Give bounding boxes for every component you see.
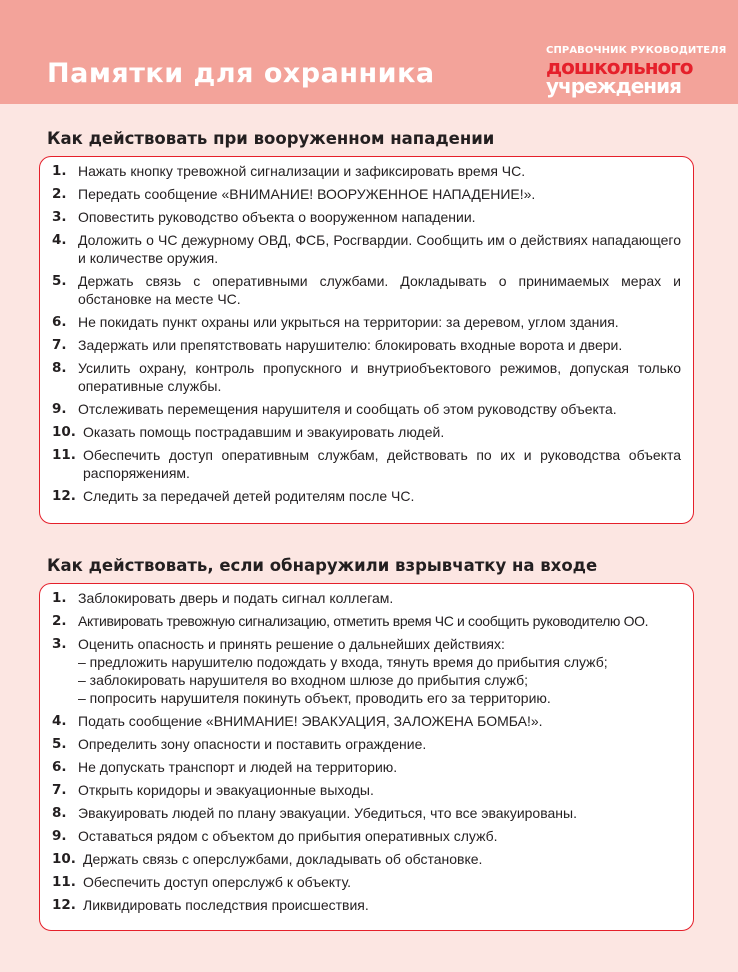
list-item [40, 612, 693, 630]
item-number: 3. [52, 636, 67, 652]
item-text: Передать сообщение «ВНИМАНИЕ! ВООРУЖЕННОЕ НАПАДЕНИЕ!». [78, 186, 536, 202]
instructions-box-armed-attack [39, 156, 694, 524]
item-number: 11. [52, 874, 76, 890]
page-header [0, 0, 738, 104]
item-text: Доложить о ЧС дежурному ОВД, ФСБ, Росгвардии. Сообщить им о действиях нападающего и количестве оружия. [78, 232, 681, 266]
item-number: 7. [52, 782, 67, 798]
item-number: 4. [52, 232, 67, 248]
item-number: 6. [52, 314, 67, 330]
item-text: Задержать или препятствовать нарушителю: блокировать входные ворота и двери. [78, 337, 623, 353]
item-text: Определить зону опасности и поставить ограждение. [78, 736, 427, 752]
list-item [40, 589, 693, 607]
item-text: Не допускать транспорт и людей на территорию. [78, 759, 398, 775]
list-item [40, 231, 693, 267]
list-item [40, 850, 693, 868]
item-number: 9. [52, 401, 67, 417]
list-item [40, 635, 693, 707]
item-number: 10. [52, 851, 76, 867]
list-item [40, 423, 693, 441]
item-number: 8. [52, 360, 67, 376]
item-text: Держать связь с оперслужбами, докладывать об обстановке. [83, 851, 483, 867]
item-number: 5. [52, 736, 67, 752]
section-title-armed-attack: Как действовать при вооруженном нападении [47, 129, 495, 148]
item-number: 6. [52, 759, 67, 775]
list-item [40, 804, 693, 822]
item-number: 3. [52, 209, 67, 225]
item-text: Не покидать пункт охраны или укрыться на территории: за деревом, углом здания. [78, 314, 619, 330]
item-text: Следить за передачей детей родителям после ЧС. [83, 488, 415, 504]
list-item [40, 336, 693, 354]
brand-line-2: дошкольного [546, 55, 693, 79]
item-number: 2. [52, 186, 67, 202]
instructions-list-armed-attack [40, 162, 693, 505]
brand-line-1: СПРАВОЧНИК РУКОВОДИТЕЛЯ [546, 45, 727, 56]
instructions-box-explosive [39, 583, 694, 931]
item-text: Нажать кнопку тревожной сигнализации и зафиксировать время ЧС. [78, 163, 526, 179]
item-text: Обеспечить доступ оперслужб к объекту. [83, 874, 352, 890]
list-item [40, 162, 693, 180]
item-number: 8. [52, 805, 67, 821]
item-text: Заблокировать дверь и подать сигнал коллегам. [78, 590, 394, 606]
list-item [40, 446, 693, 482]
item-text: Оказать помощь пострадавшим и эвакуировать людей. [83, 424, 445, 440]
item-text: Активировать тревожную сигнализацию, отметить время ЧС и сообщить руководителю ОО. [78, 613, 649, 629]
item-number: 11. [52, 447, 76, 463]
item-number: 5. [52, 273, 67, 289]
list-item [40, 313, 693, 331]
brand-logo [546, 45, 727, 98]
item-text: Эвакуировать людей по плану эвакуации. Убедиться, что все эвакуированы. [78, 805, 577, 821]
item-text: Ликвидировать последствия происшествия. [83, 897, 369, 913]
item-number: 9. [52, 828, 67, 844]
item-number: 12. [52, 897, 76, 913]
list-item [40, 827, 693, 845]
item-number: 10. [52, 424, 76, 440]
item-number: 2. [52, 613, 67, 629]
instructions-list-explosive [40, 589, 693, 914]
item-text: Обеспечить доступ оперативным службам, действовать по их и руководства объекта распоряжениям. [83, 447, 681, 481]
item-text: Оставаться рядом с объектом до прибытия оперативных служб. [78, 828, 498, 844]
list-item [40, 873, 693, 891]
list-item [40, 272, 693, 308]
item-text: Отслеживать перемещения нарушителя и сообщать об этом руководству объекта. [78, 401, 617, 417]
sub-item-text: – попросить нарушителя покинуть объект, проводить его за территорию. [78, 690, 551, 706]
list-item [40, 758, 693, 776]
item-text: Подать сообщение «ВНИМАНИЕ! ЭВАКУАЦИЯ, ЗАЛОЖЕНА БОМБА!». [78, 713, 543, 729]
item-text: Оценить опасность и принять решение о дальнейших действиях: [78, 636, 505, 652]
list-item [40, 359, 693, 395]
sub-item-text: – заблокировать нарушителя во входном шлюзе до прибытия служб; [78, 672, 528, 688]
item-number: 1. [52, 163, 67, 179]
item-text: Открыть коридоры и эвакуационные выходы. [78, 782, 374, 798]
item-number: 1. [52, 590, 67, 606]
item-number: 12. [52, 488, 76, 504]
list-item [40, 712, 693, 730]
list-item [40, 896, 693, 914]
list-item [40, 781, 693, 799]
sub-item-text: – предложить нарушителю подождать у входа, тянуть время до прибытия служб; [78, 654, 608, 670]
item-text: Усилить охрану, контроль пропускного и внутриобъектового режимов, допуская только оперативные службы. [78, 360, 681, 394]
list-item [40, 208, 693, 226]
list-item [40, 735, 693, 753]
brand-line-3: учреждения [546, 74, 681, 98]
section-title-explosive: Как действовать, если обнаружили взрывчатку на входе [47, 556, 598, 575]
item-number: 7. [52, 337, 67, 353]
list-item [40, 487, 693, 505]
page-title: Памятки для охранника [47, 58, 435, 89]
item-number: 4. [52, 713, 67, 729]
item-text: Оповестить руководство объекта о вооруженном нападении. [78, 209, 476, 225]
list-item [40, 400, 693, 418]
list-item [40, 185, 693, 203]
item-text: Держать связь с оперативными службами. Докладывать о принимаемых мерах и обстановке на месте ЧС. [78, 273, 681, 307]
